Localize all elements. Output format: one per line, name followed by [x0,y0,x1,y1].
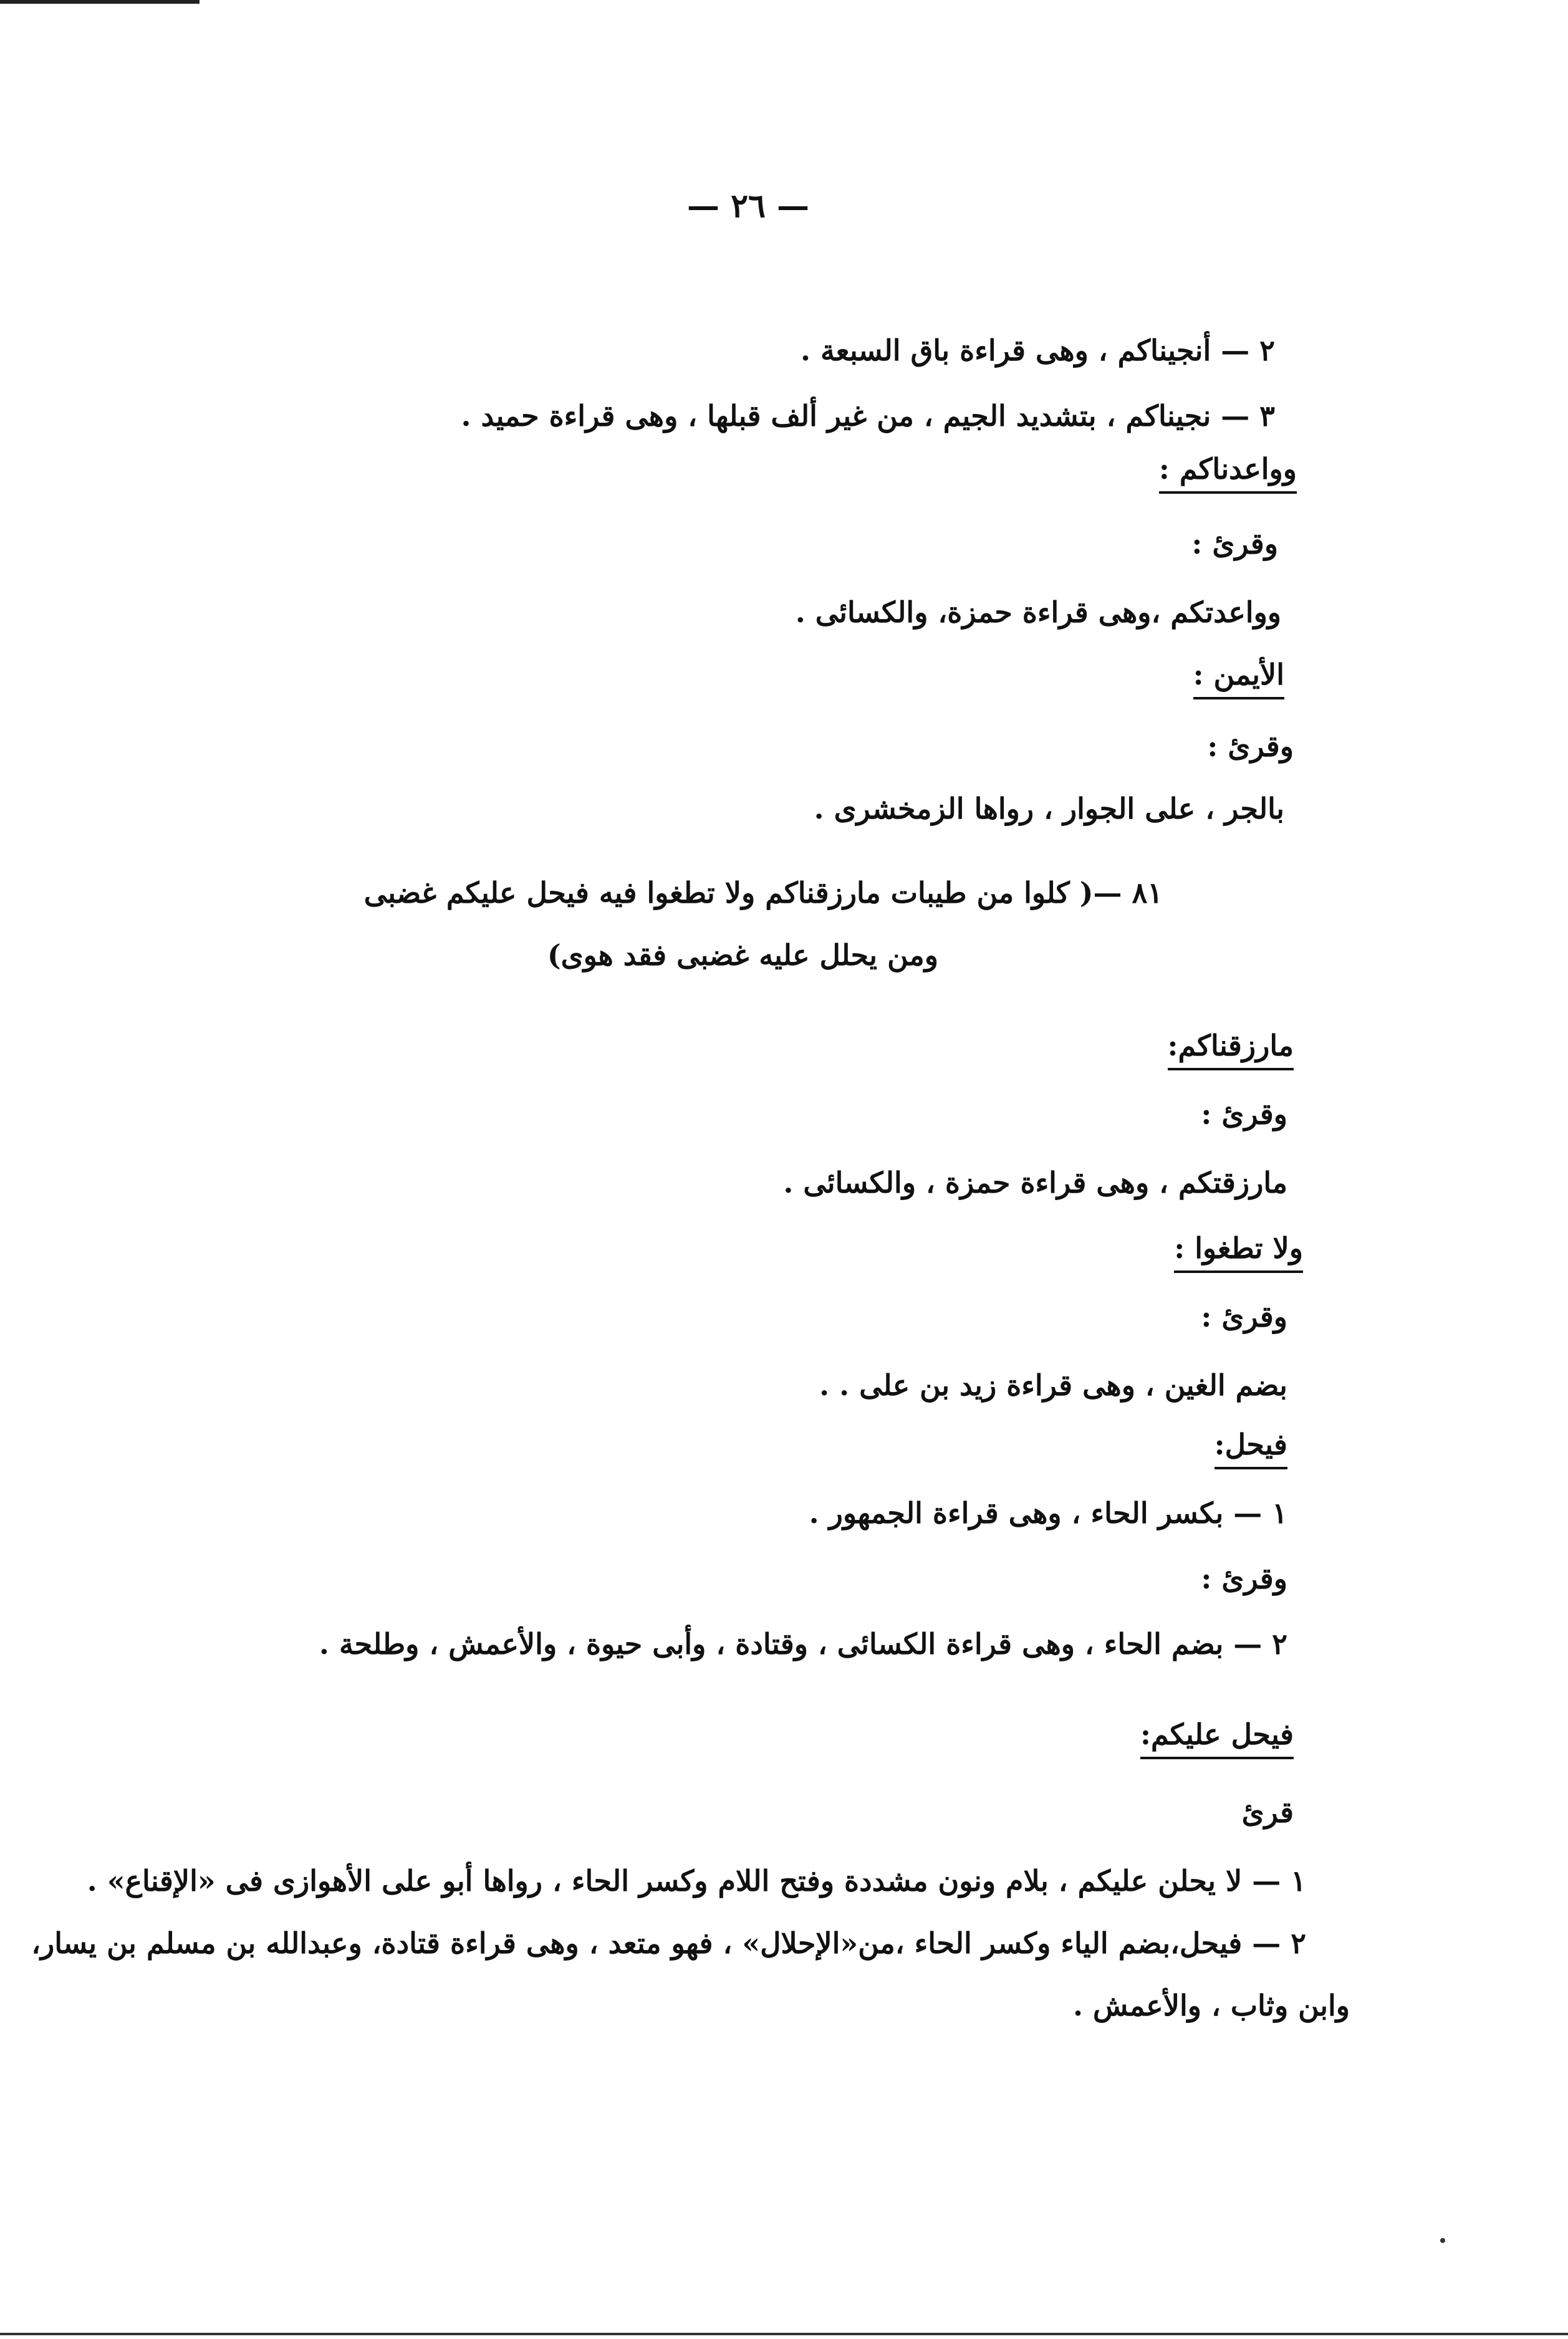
word-heading: وواعدناكم : [1159,452,1297,494]
variant-label: وقرىٔ : [1191,527,1278,560]
reading-line: ٢ — فيحل،بضم الياء وكسر الحاء ،من«الإحلال» ، فهو متعد ، وهى قراءة قتادة، وعبدالله بن مسلم بن يسار، [31,1926,1306,1960]
reading-line: ٢ — بضم الحاء ، وهى قراءة الكسائى ، وقتادة ، وأبى حيوة ، والأعمش ، وطلحة . [319,1627,1287,1661]
top-scan-border [0,0,200,4]
verse-text-continuation: ومن يحلل عليه غضبى فقد هوى) [547,938,938,972]
scan-speck [1440,2238,1445,2243]
word-heading: الأيمن : [1193,658,1284,699]
reading-line: مارزقتكم ، وهى قراءة حمزة ، والكسائى . [783,1166,1287,1199]
verse-text: ٨١ —( كلوا من طيبات مارزقناكم ولا تطغوا فيه فيحل عليكم غضبى [363,876,1163,910]
word-heading: فيحل عليكم: [1140,1717,1294,1759]
reading-line: وواعدتكم ،وهى قراءة حمزة، والكسائى . [795,595,1281,629]
reading-line: ١ — لا يحلن عليكم ، بلام ونون مشددة وفتح اللام وكسر الحاء ، رواها أبو على الأهوازى فى «الإقناع» . [87,1864,1306,1898]
reading-line: بالجر ، على الجوار ، رواها الزمخشرى . [814,792,1284,825]
variant-label: قرىٔ [1241,1795,1294,1829]
reading-line: ٢ — أنجيناكم ، وهى قراءة باق السبعة . [800,334,1275,367]
reading-line: ١ — بكسر الحاء ، وهى قراءة الجمهور . [809,1496,1287,1530]
reading-line: بضم الغين ، وهى قراءة زيد بن على . . [819,1368,1287,1402]
page-number: — ٢٦ — [686,187,810,225]
reading-line: ٣ — نجيناكم ، بتشديد الجيم ، من غير ألف قبلها ، وهى قراءة حميد . [461,399,1275,433]
variant-label: وقرىٔ : [1201,1300,1287,1333]
word-heading: فيحل: [1214,1428,1287,1469]
variant-label: وقرىٔ : [1207,729,1294,763]
reading-line-continuation: وابن وثاب ، والأعمش . [1073,1989,1350,2022]
bottom-scan-border [0,2333,1568,2335]
variant-label: وقرىٔ : [1201,1097,1287,1131]
word-heading: مارزقناكم: [1168,1029,1294,1070]
variant-label: وقرىٔ : [1201,1562,1287,1595]
word-heading: ولا تطغوا : [1174,1231,1303,1273]
